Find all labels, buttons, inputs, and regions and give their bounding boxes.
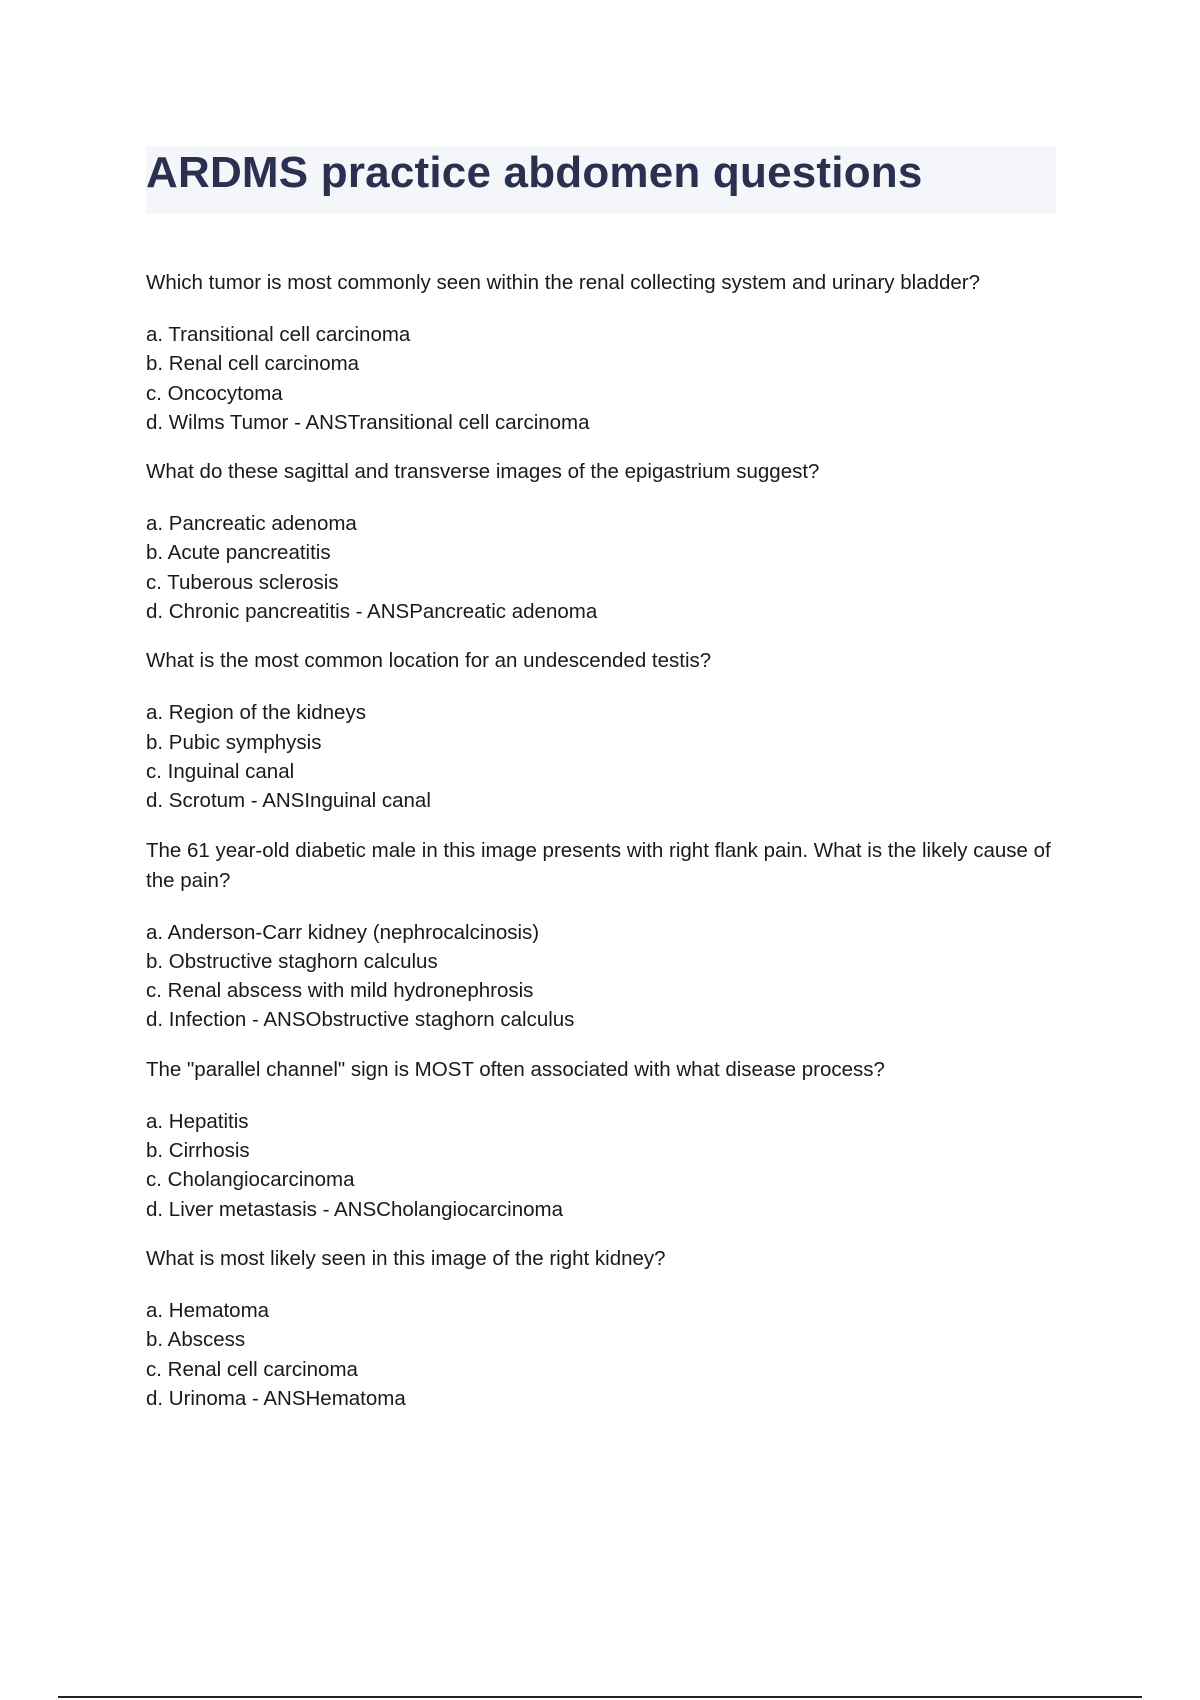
question-block-1 — [146, 268, 1066, 437]
question-text: The "parallel channel" sign is MOST often associated with what disease process? — [146, 1057, 885, 1081]
question-text: What is the most common location for an undescended testis? — [146, 649, 712, 673]
answer-option: b. Cirrhosis — [146, 1139, 250, 1163]
answer-option: c. Renal cell carcinoma — [146, 1357, 358, 1381]
question-block-5 — [146, 1055, 1066, 1224]
document-title: ARDMS practice abdomen questions — [146, 148, 923, 197]
answer-option: b. Abscess — [146, 1328, 246, 1352]
answer-options — [146, 509, 1066, 626]
question-block-3 — [146, 646, 1066, 815]
question-block-6 — [146, 1244, 1066, 1413]
answer-option: a. Hematoma — [146, 1298, 270, 1322]
answer-option: c. Tuberous sclerosis — [146, 570, 339, 594]
answer-options — [146, 1107, 1066, 1224]
question-text: What do these sagittal and transverse images of the epigastrium suggest? — [146, 460, 820, 484]
answer-options — [146, 320, 1066, 437]
answer-option: c. Renal abscess with mild hydronephrosis — [146, 979, 534, 1003]
answer-option: c. Inguinal canal — [146, 759, 295, 783]
answer-options — [146, 1296, 1066, 1413]
answer-option: a. Hepatitis — [146, 1109, 249, 1133]
footer-divider — [58, 1696, 1142, 1698]
answer-option-with-answer: d. Infection - ANSObstructive staghorn calculus — [146, 1008, 575, 1032]
answer-option-with-answer: d. Liver metastasis - ANSCholangiocarcinoma — [146, 1197, 564, 1221]
answer-option: a. Anderson-Carr kidney (nephrocalcinosis) — [146, 920, 540, 944]
question-block-2 — [146, 457, 1066, 626]
question-text: The 61 year-old diabetic male in this image presents with right flank pain. What is the likely cause of the pain? — [146, 838, 1051, 892]
answer-option: c. Cholangiocarcinoma — [146, 1168, 355, 1192]
question-block-4 — [146, 836, 1066, 1035]
answer-option-with-answer: d. Scrotum - ANSInguinal canal — [146, 789, 431, 813]
answer-option: a. Transitional cell carcinoma — [146, 323, 411, 346]
answer-option-with-answer: d. Wilms Tumor - ANSTransitional cell carcinoma — [146, 410, 590, 434]
answer-option: a. Region of the kidneys — [146, 701, 366, 725]
answer-options — [146, 918, 1066, 1035]
answer-options — [146, 698, 1066, 815]
answer-option: c. Oncocytoma — [146, 381, 283, 405]
question-list — [146, 268, 1066, 1433]
answer-option: b. Renal cell carcinoma — [146, 352, 360, 376]
question-text: What is most likely seen in this image of the right kidney? — [146, 1246, 666, 1270]
answer-option: a. Pancreatic adenoma — [146, 512, 357, 536]
answer-option-with-answer: d. Urinoma - ANSHematoma — [146, 1386, 406, 1410]
answer-option: b. Acute pancreatitis — [146, 541, 331, 565]
question-text: Which tumor is most commonly seen within the renal collecting system and urinary bladder? — [146, 271, 981, 294]
answer-option-with-answer: d. Chronic pancreatitis - ANSPancreatic adenoma — [146, 600, 598, 624]
answer-option: b. Obstructive staghorn calculus — [146, 949, 438, 973]
answer-option: b. Pubic symphysis — [146, 730, 322, 754]
